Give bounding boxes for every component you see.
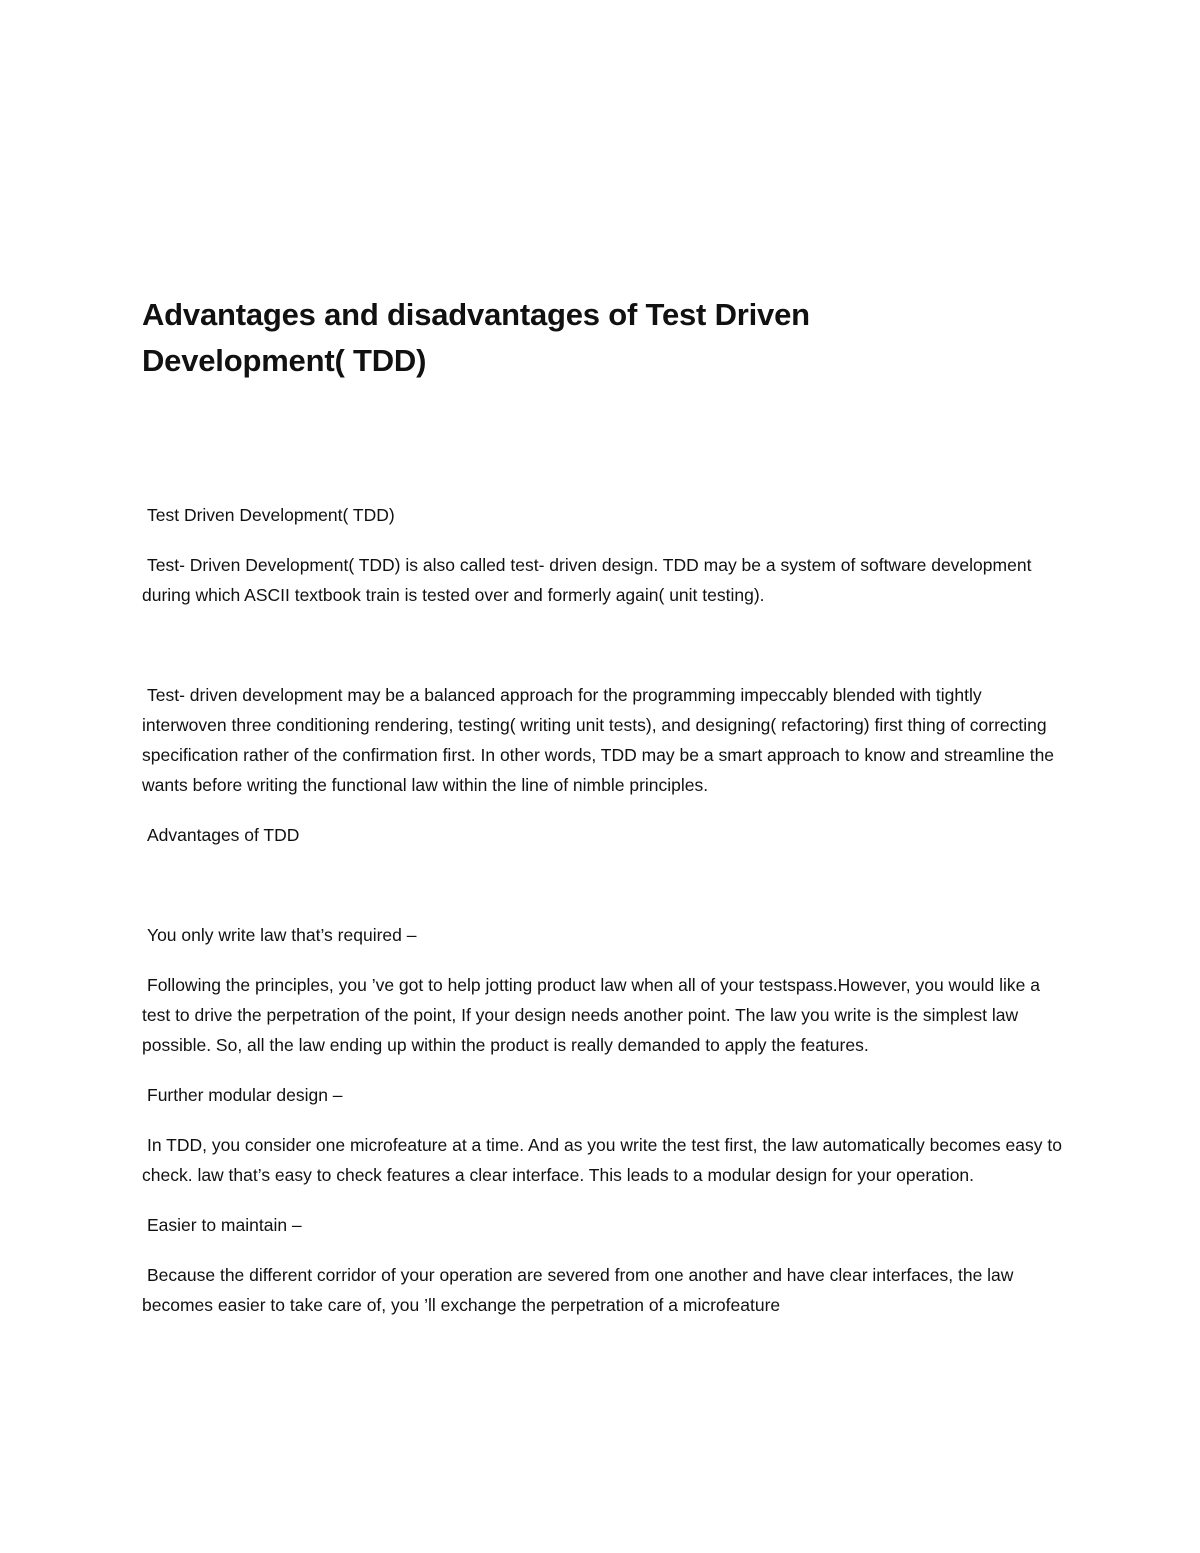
advantage-text-2: In TDD, you consider one microfeature at a time. And as you write the test first, the law automatically becomes easy to check. law that’s easy to check features a clear interface. This leads to a modular design for your operation. <box>142 1135 1067 1185</box>
advantage-text-3: Because the different corridor of your operation are severed from one another and have clear interfaces, the law becomes easier to take care of, you ’ll exchange the perpetration of a microfeature <box>142 1265 1019 1315</box>
advantage-heading-2: Further modular design – <box>147 1085 343 1105</box>
intro-paragraph: Test- Driven Development( TDD) is also called test- driven design. TDD may be a system of software development during which ASCII textbook train is tested over and formerly again( unit testing). <box>142 555 1037 605</box>
document-body <box>142 292 1067 1320</box>
section-label: Test Driven Development( TDD) <box>147 505 395 525</box>
document-title <box>142 292 1062 384</box>
advantage-text-1: Following the principles, you ’ve got to help jotting product law when all of your testspass.However, you would like a test to drive the perpetration of the point, If your design needs another point. The law you write is the simplest law possible. So, all the law ending up within the product is really demanded to apply the features. <box>142 975 1045 1055</box>
title-line-2: Development( TDD) <box>142 343 427 378</box>
advantages-heading: Advantages of TDD <box>147 825 300 845</box>
approach-paragraph: Test- driven development may be a balanced approach for the programming impeccably blended with tightly interwoven three conditioning rendering, testing( writing unit tests), and designing( refactoring) first thing of correcting specification rather of the confirmation first. In other words, TDD may be a smart approach to know and streamline the wants before writing the functional law within the line of nimble principles. <box>142 685 1059 795</box>
advantage-heading-3: Easier to maintain – <box>147 1215 302 1235</box>
title-line-1: Advantages and disadvantages of Test Driven <box>142 297 810 332</box>
advantage-heading-1: You only write law that’s required – <box>147 925 417 945</box>
